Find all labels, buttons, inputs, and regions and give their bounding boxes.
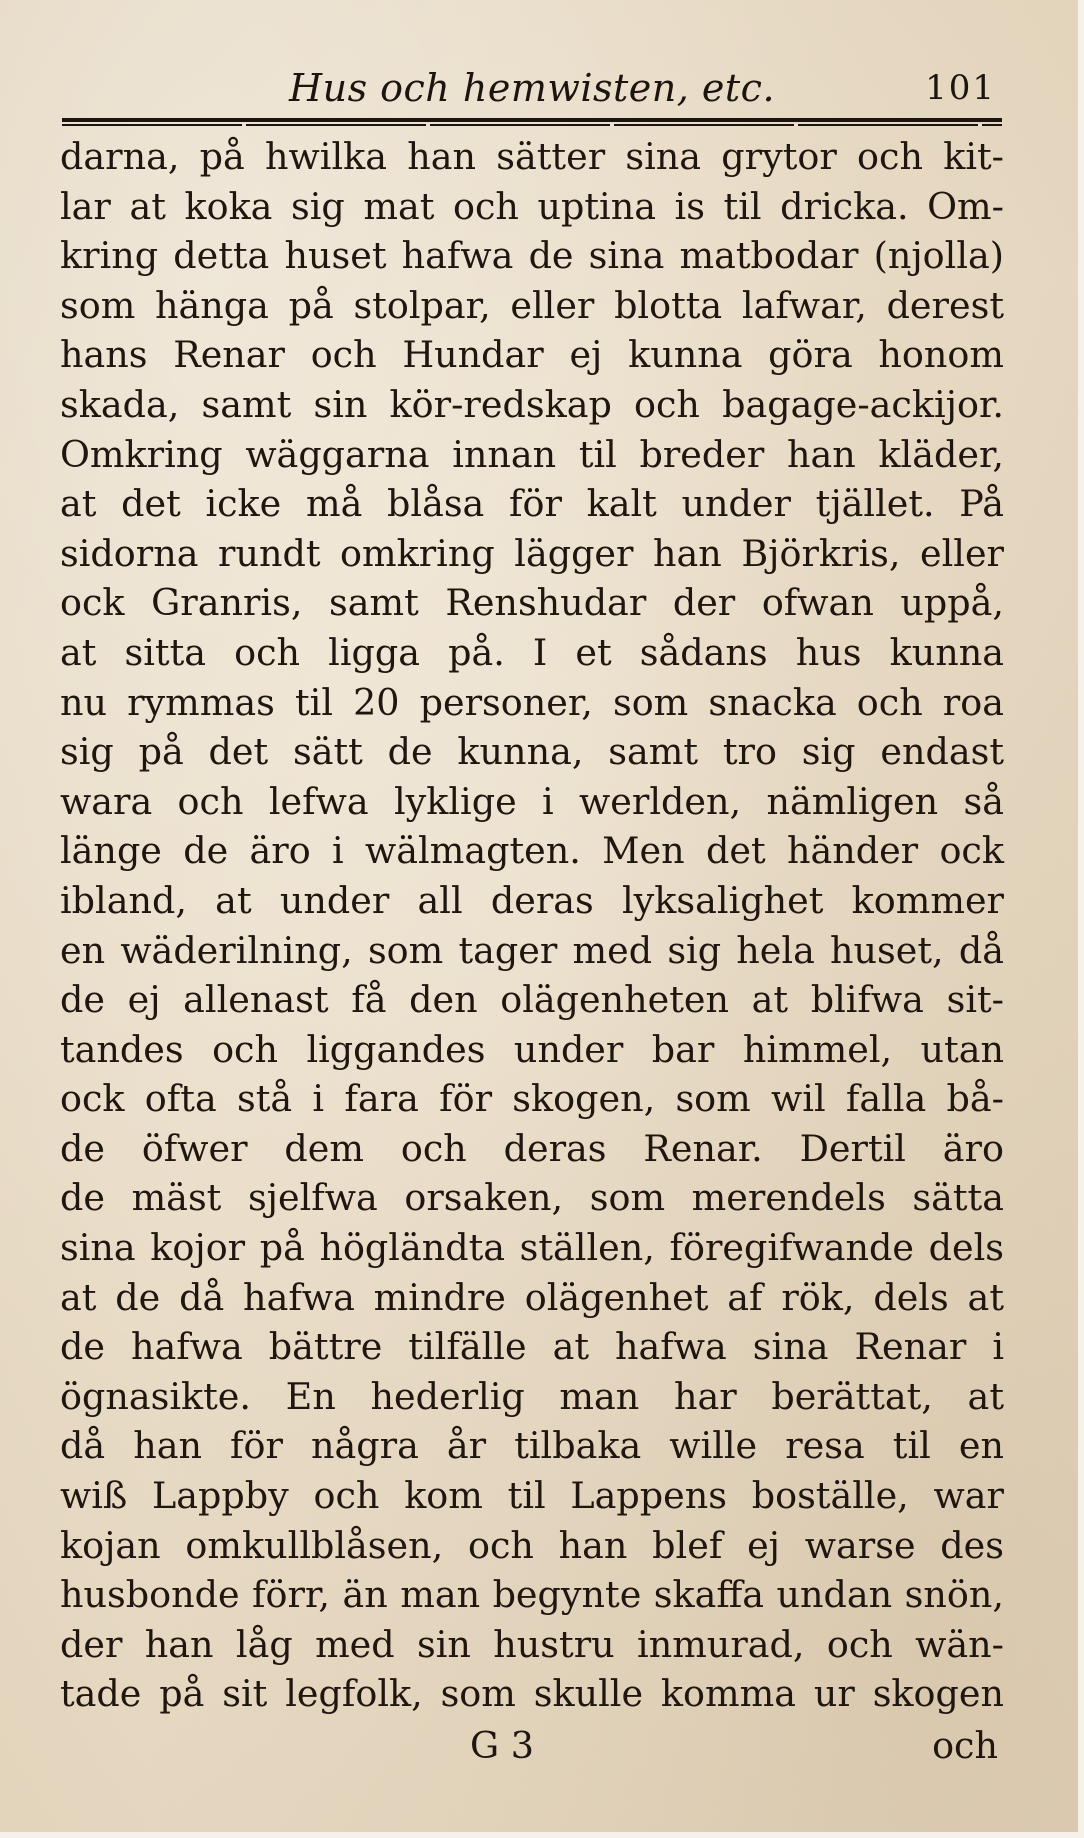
- text-line: de öfwer dem och deras Renar. Dertil äro: [60, 1126, 1004, 1170]
- text-line: de mäst sjelfwa orsaken, som merendels sätta: [60, 1176, 1004, 1220]
- text-line: Omkring wäggarna innan til breder han kläder,: [60, 432, 1004, 476]
- text-line: wara och lefwa lyklige i werlden, nämligen så: [60, 779, 1004, 823]
- text-line: sidorna rundt omkring lägger han Björkris, eller: [60, 531, 1004, 575]
- text-line: en wäderilning, som tager med sig hela huset, då: [60, 928, 1004, 972]
- text-line: der han låg med sin hustru inmurad, och wän-: [60, 1622, 1004, 1666]
- text-line: kojan omkullblåsen, och han blef ej warse des: [60, 1523, 1004, 1567]
- signature-mark: G 3: [470, 1724, 534, 1767]
- text-line: sina kojor på högländta ställen, föregifwande dels: [60, 1226, 1004, 1270]
- text-line: skada, samt sin kör-redskap och bagage-ackijor.: [60, 382, 1004, 426]
- text-line: darna, på hwilka han sätter sina grytor och kit-: [60, 135, 1004, 178]
- text-line: de ej allenast få den olägenheten at blifwa sit-: [60, 978, 1004, 1022]
- body-text: [60, 132, 1004, 1719]
- header-rule: [62, 118, 1002, 122]
- page-number: 101: [925, 68, 996, 108]
- text-line: ögnasikte. En hederlig man har berättat, at: [60, 1374, 1004, 1418]
- text-line: husbonde förr, än man begynte skaffa undan snön,: [60, 1573, 1004, 1617]
- page-footer: [60, 1718, 1004, 1778]
- text-line: wiß Lappby och kom til Lappens boställe, war: [60, 1474, 1004, 1518]
- text-line: tade på sit legfolk, som skulle komma ur skogen: [60, 1672, 1004, 1716]
- text-line: at det icke må blåsa för kalt under tjället. På: [60, 482, 1004, 526]
- text-line: at de då hafwa mindre olägenhet af rök, dels at: [60, 1275, 1004, 1319]
- text-line: ibland, at under all deras lyksalighet kommer: [60, 878, 1004, 922]
- text-line: nu rymmas til 20 personer, som snacka och roa: [60, 680, 1004, 724]
- text-line: ock ofta stå i fara för skogen, som wil falla bå-: [60, 1077, 1004, 1121]
- page-header: [62, 56, 1002, 116]
- text-line: at sitta och ligga på. I et sådans hus kunna: [60, 630, 1004, 674]
- text-line: de hafwa bättre tilfälle at hafwa sina Renar i: [60, 1325, 1004, 1369]
- running-title: Hus och hemwisten, etc.: [288, 66, 776, 110]
- text-line: lar at koka sig mat och uptina is til dricka. Om-: [60, 184, 1004, 228]
- text-line: då han för några år tilbaka wille resa til en: [60, 1424, 1004, 1468]
- header-rule-secondary: [62, 124, 1002, 126]
- text-line: hans Renar och Hundar ej kunna göra honom: [60, 333, 1004, 377]
- text-line: tandes och liggandes under bar himmel, utan: [60, 1027, 1004, 1071]
- text-line: kring detta huset hafwa de sina matbodar (njolla): [60, 234, 1004, 278]
- text-line: som hänga på stolpar, eller blotta lafwar, derest: [60, 283, 1004, 327]
- catchword: och: [932, 1724, 998, 1767]
- text-line: ock Granris, samt Renshudar der ofwan uppå,: [60, 581, 1004, 625]
- text-line: länge de äro i wälmagten. Men det händer ock: [60, 829, 1004, 873]
- text-line: sig på det sätt de kunna, samt tro sig endast: [60, 730, 1004, 774]
